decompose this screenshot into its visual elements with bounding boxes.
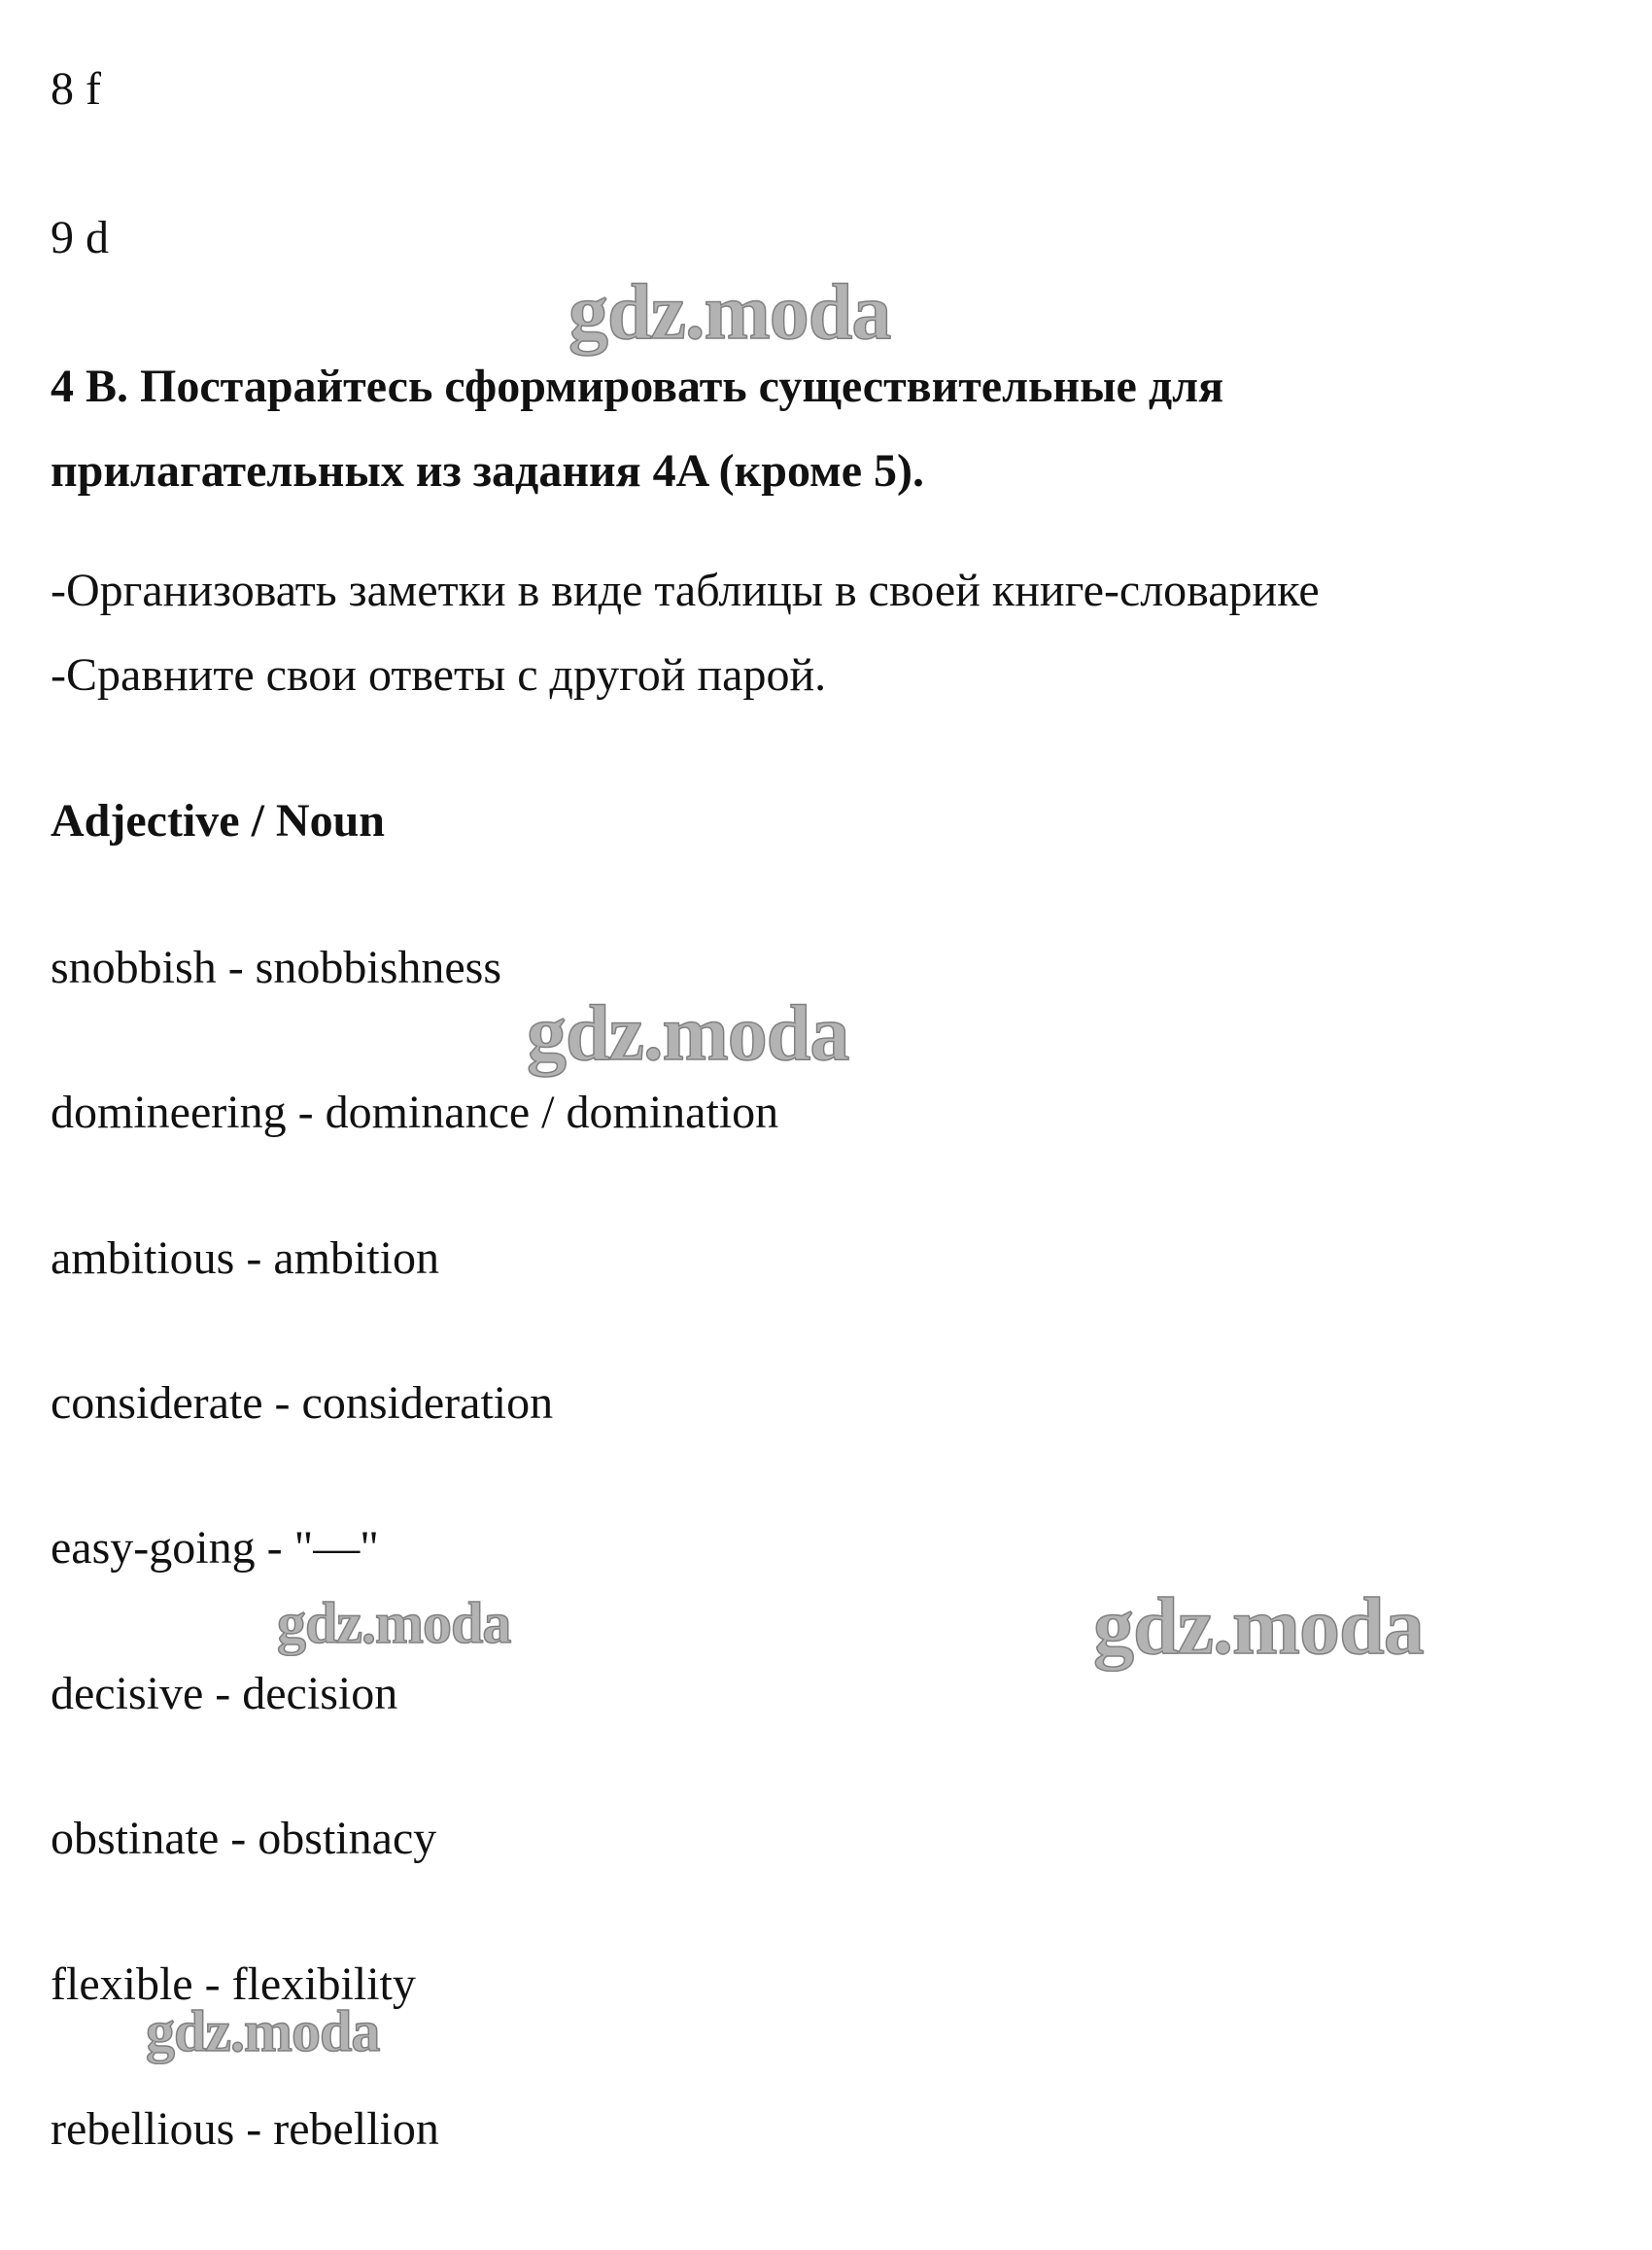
watermark: gdz.moda [277,1591,511,1655]
list-item: domineering - dominance / domination [51,1087,779,1138]
watermark: gdz.moda [1093,1581,1424,1672]
list-item: ambitious - ambition [51,1232,439,1284]
answer-9: 9 d [51,212,109,263]
answer-8: 8 f [51,63,101,115]
watermark: gdz.moda [527,988,849,1077]
list-item: snobbish - snobbishness [51,942,502,993]
task-heading-line-2: прилагательных из задания 4A (кроме 5). [51,445,925,497]
watermark: gdz.moda [568,267,891,356]
list-item: flexible - flexibility [51,1958,416,2010]
list-item: considerate - consideration [51,1377,554,1429]
list-item: easy-going - "—" [51,1522,379,1574]
task-heading-line-1: 4 B. Постарайтесь сформировать существительные для [51,361,1224,412]
instruction-line-1: -Организовать заметки в виде таблицы в своей книге-словарике [51,565,1320,616]
list-item: rebellious - rebellion [51,2103,439,2155]
list-item: obstinate - obstinacy [51,1813,437,1864]
watermark: gdz.moda [146,1999,380,2063]
instruction-line-2: -Сравните свои ответы с другой парой. [51,649,827,701]
table-header: Adjective / Noun [51,795,385,847]
list-item: decisive - decision [51,1668,398,1719]
